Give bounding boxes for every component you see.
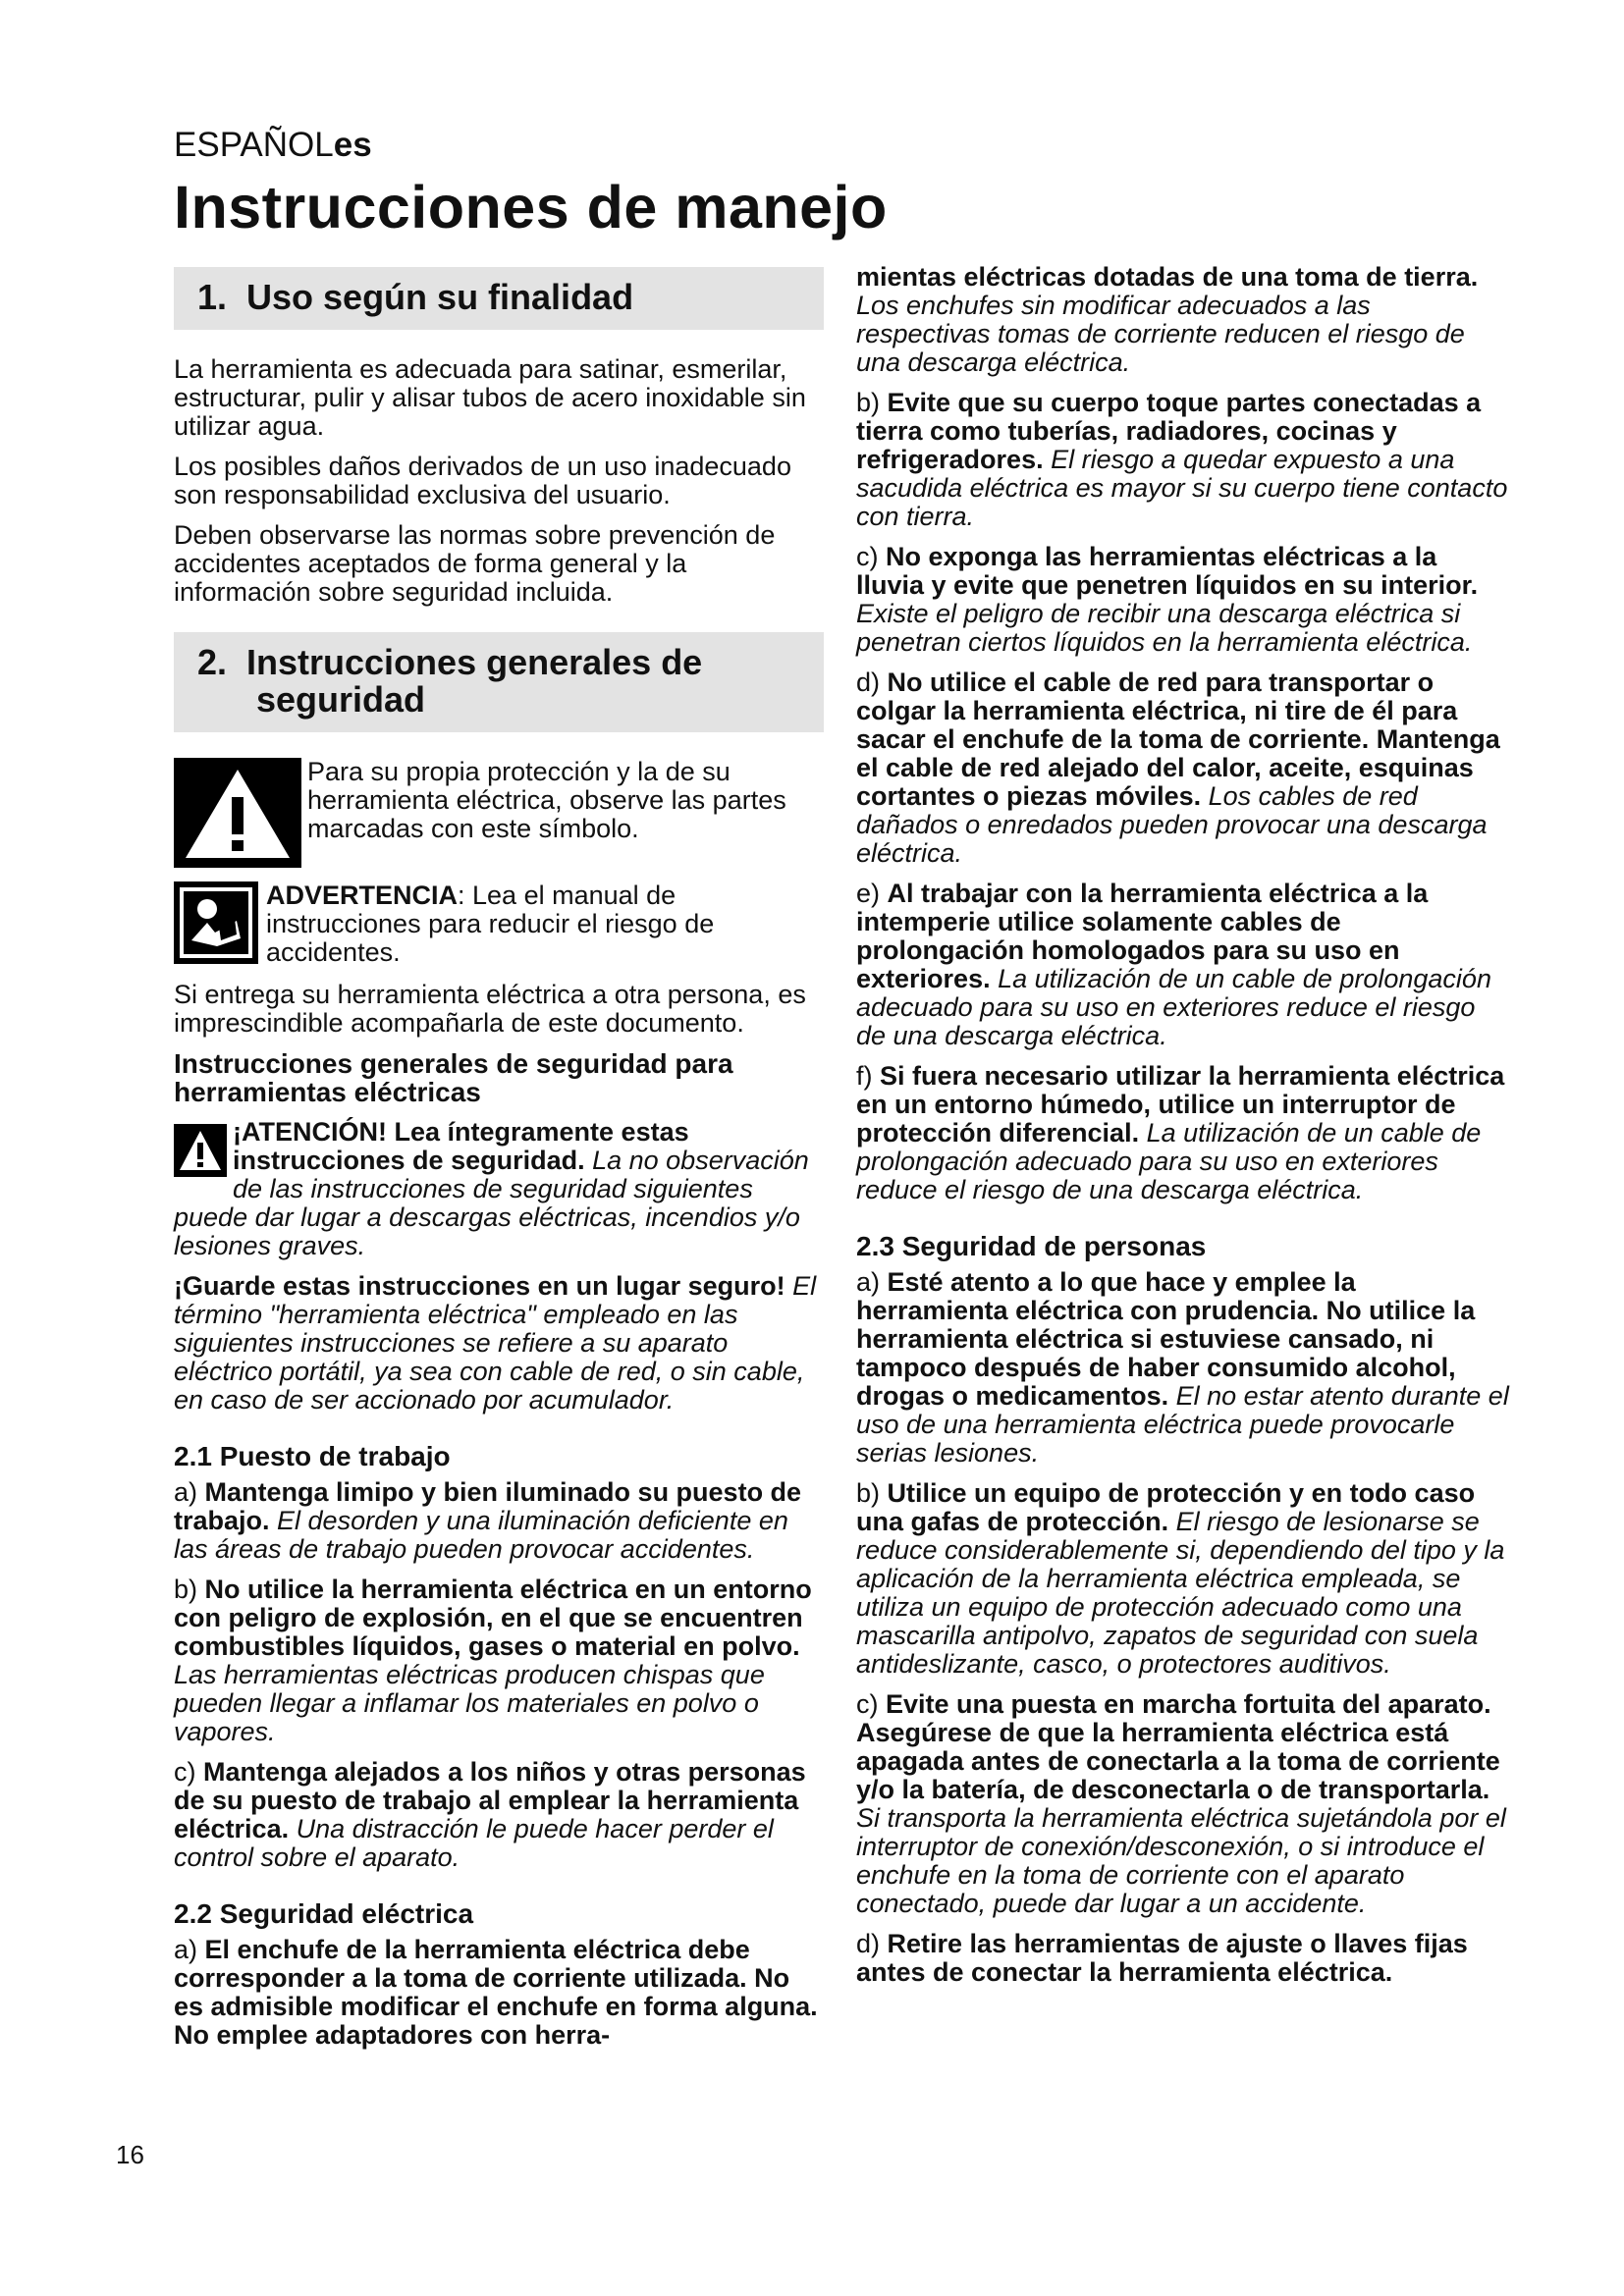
rule-2-3-d: d) Retire las herramientas de ajuste o llaves fijas antes de conectar la herramienta eléctrica. [856,1929,1468,1987]
rule-2-2-a: a) El enchufe de la herramienta eléctrica debe corresponder a la toma de corriente utilizada. No es admisible modificar el enchufe en forma alguna. No emplee adaptadores con herra- [174,1935,818,2050]
language-label [174,126,372,165]
warning-small-icon [174,1124,227,1177]
section-1-paragraph: Los posibles daños derivados de un uso inadecuado son responsabilidad exclusiva del usuario. [174,452,791,509]
language-code: es [333,126,372,164]
rule-2-2-a-continued: mientas eléctricas dotadas de una toma de tierra. Los enchufes sin modificar adecuados a las respectivas tomas de corriente reducen el riesgo de una descarga eléctrica. [856,262,1479,377]
warning-symbol-note [174,758,824,868]
right-column [856,263,1509,1999]
rule-2-2-d: d) No utilice el cable de red para transportar o colgar la herramienta eléctrica, ni tire de él para sacar el enchufe de la toma de corriente. Mantenga el cable de red alejado del calor, aceite, esquinas cortantes o piezas móviles. Los cables de red dañados o enredados pueden provocar una descarga eléctrica. [856,667,1500,868]
section-1-paragraph: Deben observarse las normas sobre prevención de accidentes aceptados de forma general y la información sobre seguridad incluida. [174,520,776,607]
rule-2-3-a: a) Esté atento a lo que hace y emplee la herramienta eléctrica con prudencia. No utilice la herramienta eléctrica si estuviese cansado, ni tampoco después de haber consumido alcohol, drogas o medicamentos. El no estar atento durante el uso de una herramienta eléctrica puede provocarle serias lesiones. [856,1267,1509,1468]
rule-2-3-b: b) Utilice un equipo de protección y en todo caso una gafas de protección. El riesgo de lesionarse se reduce considerablemente si, dependiendo del tipo y la aplicación de la herramienta eléctrica empleada, se utiliza un equipo de protección adecuado como una mascarilla antipolvo, zapatos de seguridad con suela antideslizante, casco, o protectores auditivos. [856,1478,1505,1679]
atencion-paragraph: ¡ATENCIÓN! Lea íntegramente estas instrucciones de seguridad. La no observación de las instrucciones de seguridad siguientes puede dar lugar a descargas eléctricas, incendios y/o lesiones graves. [174,1117,809,1260]
language-name: ESPAÑOL [174,126,334,164]
general-safety-heading: Instrucciones generales de seguridad para herramientas eléctricas [174,1048,733,1107]
rule-2-3-c: c) Evite una puesta en marcha fortuita del aparato. Asegúrese de que la herramienta eléctrica está apagada antes de conectarla a la toma de corriente y/o la batería, de desconectarla o de transportarla. Si transporta la herramienta eléctrica sujetándola por el interruptor de conexión/desconexión, o si introduce el enchufe en la toma de corriente con el aparato conectado, puede dar lugar a un accidente. [856,1689,1506,1918]
rule-2-2-b: b) Evite que su cuerpo toque partes conectadas a tierra como tuberías, radiadores, cocinas y refrigeradores. El riesgo a quedar expuesto a una sacudida eléctrica es mayor si su cuerpo tiene contacto con tierra. [856,388,1508,531]
section-2-heading: 2. Instrucciones generales de seguridad [174,632,824,732]
handover-paragraph: Si entrega su herramienta eléctrica a otra persona, es imprescindible acompañarla de este documento. [174,980,806,1038]
subsection-2-1-heading: 2.1 Puesto de trabajo [174,1441,451,1471]
rule-2-1-b: b) No utilice la herramienta eléctrica en un entorno con peligro de explosión, en el que se encuentren combustibles líquidos, gases o material en polvo. Las herramientas eléctricas producen chispas que pueden llegar a inflamar los materiales en polvo o vapores. [174,1575,812,1746]
guarde-paragraph: ¡Guarde estas instrucciones en un lugar seguro! El término "herramienta eléctrica" empleado en las siguientes instrucciones se refiere a su aparato eléctrico portátil, ya sea con cable de red, o sin cable, en caso de ser accionado por acumulador. [174,1271,817,1415]
subsection-2-3-heading: 2.3 Seguridad de personas [856,1231,1207,1261]
advertencia-text: ADVERTENCIA: Lea el manual de instrucciones para reducir el riesgo de accidentes. [266,881,715,967]
left-column [174,267,824,2061]
warning-triangle-icon [174,758,301,868]
rule-2-2-f: f) Si fuera necesario utilizar la herramienta eléctrica en un entorno húmedo, utilice un interruptor de protección diferencial. La utilización de un cable de prolongación adecuado para su uso en exteriores reduce el riesgo de una descarga eléctrica. [856,1061,1505,1204]
rule-2-2-e: e) Al trabajar con la herramienta eléctrica a la intemperie utilice solamente cables de prolongación homologados para su uso en exteriores. La utilización de un cable de prolongación adecuado para su uso en exteriores reduce el riesgo de una descarga eléctrica. [856,879,1491,1050]
section-1-heading: 1. Uso según su finalidad [174,267,824,330]
rule-2-1-c: c) Mantenga alejados a los niños y otras personas de su puesto de trabajo al emplear la herramienta eléctrica. Una distracción le puede hacer perder el control sobre el aparato. [174,1757,806,1872]
document-title: Instrucciones de manejo [174,174,888,240]
rule-2-1-a: a) Mantenga limipo y bien iluminado su puesto de trabajo. El desorden y una iluminación deficiente en las áreas de trabajo pueden provocar accidentes. [174,1477,802,1564]
advertencia-note [174,881,824,967]
section-1-paragraph: La herramienta es adecuada para satinar, esmerilar, estructurar, pulir y alisar tubos de acero inoxidable sin utilizar agua. [174,354,806,441]
page-number: 16 [116,2140,144,2169]
rule-2-2-c: c) No exponga las herramientas eléctricas a la lluvia y evite que penetren líquidos en su interior. Existe el peligro de recibir una descarga eléctrica si penetran ciertos líquidos en la herramienta eléctrica. [856,542,1479,657]
subsection-2-2-heading: 2.2 Seguridad eléctrica [174,1898,474,1929]
warning-symbol-text: Para su propia protección y la de su herramienta eléctrica, observe las partes marcadas con este símbolo. [307,757,786,843]
read-manual-icon [174,881,258,964]
